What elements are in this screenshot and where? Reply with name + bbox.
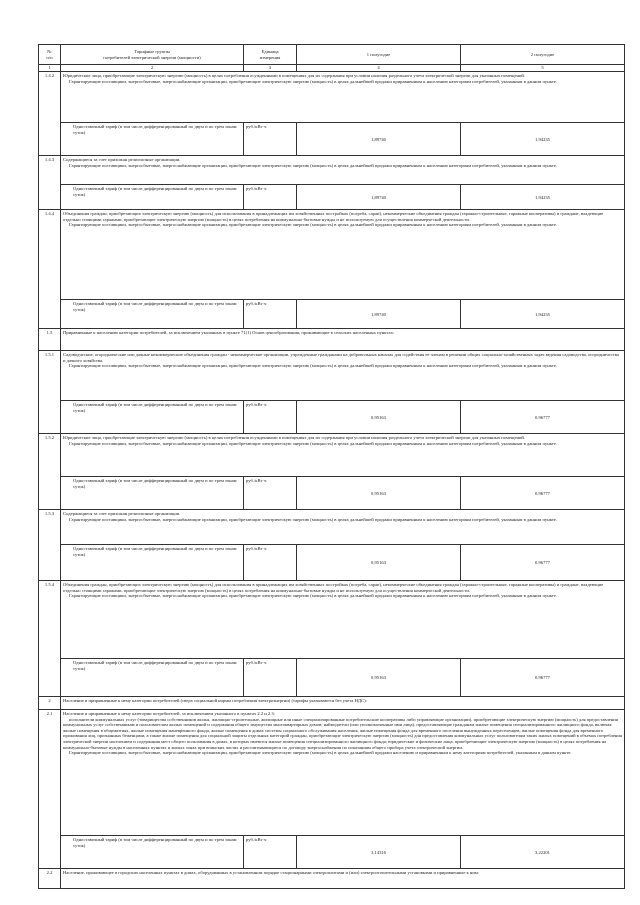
description-paragraph: Гарантирующие поставщики, энергосбытовые, энергоснабжающие организации, приобретающие электрическую энергию (мощность) в целях дальнейшей продажи населению и приравненным к нему категориям потребителей, указанным в данном пункте. [69, 750, 572, 756]
tariff-row [39, 836, 625, 869]
description-paragraph: Гарантирующие поставщики, энергосбытовые, энергоснабжающие организации, приобретающие электрическую энергию (мощность) в целях дальнейшей продажи приравненным к населению категориям потребителей, указанным в данном пункте. [69, 363, 558, 369]
section-number: 1.5.4 [39, 581, 61, 697]
description-paragraph: Содержащиеся за счет прихожан религиозные организации. [63, 157, 181, 162]
tariff-row [39, 477, 625, 510]
section-description [61, 72, 625, 123]
section-description [61, 697, 625, 710]
index-cell: 1 [39, 65, 61, 72]
section-row [39, 710, 625, 836]
tariff-unit: руб./кВт·ч [244, 545, 297, 581]
section-number: 1.5.3 [39, 510, 61, 581]
tariff-unit: руб./кВт·ч [244, 123, 297, 156]
tariff-unit: руб./кВт·ч [244, 401, 297, 434]
description-paragraph: Гарантирующие поставщики, энергосбытовые, энергоснабжающие организации, приобретающие электрическую энергию (мощность) в целях дальнейшей продажи приравненным к населению категориям потребителей, указанным в данном пункте. [69, 162, 558, 168]
section-description [61, 329, 625, 351]
section-number: 1.4.4 [39, 210, 61, 329]
header-unit: Единица измерения [244, 45, 297, 65]
header-half2: 2 полугодие [461, 45, 625, 65]
section-row [39, 156, 625, 185]
tariff-label: Одноставочный тариф (в том числе дифференцированный по двум и по трем зонам суток) [61, 123, 244, 156]
tariff-value-half2: 1,94235 [461, 123, 625, 156]
index-cell: 3 [244, 65, 297, 72]
tariff-value-half2: 1,94235 [461, 185, 625, 210]
tariff-table-body [39, 45, 625, 889]
tariff-label: Одноставочный тариф (в том числе дифференцированный по двум и по трем зонам суток) [61, 836, 244, 869]
description-paragraph: Гарантирующие поставщики, энергосбытовые, энергоснабжающие организации, приобретающие электрическую энергию (мощность) в целях дальнейшей продажи приравненным к населению категориям потребителей, указанным в данном пункте. [69, 78, 558, 84]
header-row [39, 45, 625, 65]
description-paragraph: Гарантирующие поставщики, энергосбытовые, энергоснабжающие организации, приобретающие электрическую энергию (мощность) в целях дальнейшей продажи приравненным к населению категориям потребителей, указанным в данном пункте. [69, 440, 558, 446]
section-description [61, 869, 625, 889]
tariff-value-half1: 0,95163 [297, 477, 461, 510]
section-row [39, 329, 625, 351]
tariff-unit: руб./кВт·ч [244, 300, 297, 329]
tariff-value-half1: 0,95163 [297, 545, 461, 581]
tariff-unit: руб./кВт·ч [244, 659, 297, 697]
section-number: 2 [39, 697, 61, 710]
tariff-table [38, 44, 625, 889]
section-row [39, 434, 625, 477]
tariff-label: Одноставочный тариф (в том числе дифференцированный по двум и по трем зонам суток) [61, 659, 244, 697]
index-cell: 2 [61, 65, 244, 72]
tariff-label: Одноставочный тариф (в том числе дифференцированный по двум и по трем зонам суток) [61, 300, 244, 329]
tariff-label: Одноставочный тариф (в том числе дифференцированный по двум и по трем зонам суток) [61, 545, 244, 581]
tariff-unit: руб./кВт·ч [244, 836, 297, 869]
tariff-row [39, 123, 625, 156]
tariff-value-half2: 0,96777 [461, 477, 625, 510]
section-row [39, 581, 625, 659]
section-description [61, 581, 625, 659]
description-paragraph: Население и приравненные к нему категории потребителей, за исключением указанного в пунктах 2.2 и 2.3: [63, 711, 275, 716]
section-row [39, 351, 625, 401]
tariff-value-half1: 1,89740 [297, 185, 461, 210]
tariff-label: Одноставочный тариф (в том числе дифференцированный по двум и по трем зонам суток) [61, 477, 244, 510]
description-paragraph: Гарантирующие поставщики, энергосбытовые, энергоснабжающие организации, приобретающие электрическую энергию (мощность) в целях дальнейшей продажи приравненным к населению категориям потребителей, указанным в данном пункте. [69, 222, 558, 228]
section-description [61, 510, 625, 545]
index-cell: 4 [297, 65, 461, 72]
tariff-value-half2: 0,96777 [461, 659, 625, 697]
tariff-value-half2: 1,94235 [461, 300, 625, 329]
header-num: № п/п [39, 45, 61, 65]
section-number: 1.5.2 [39, 434, 61, 510]
description-paragraph: Содержащиеся за счет прихожан религиозные организации. [63, 511, 181, 516]
description-paragraph: Садоводческие, огороднические или дачные некоммерческие объединения граждан - некоммерческие организации, учрежденные гражданами на добровольных началах для содействия ее членам в решении общих социально-хозяйственных задач ведения садоводства, огородничества и дачного хозяйства. [63, 352, 619, 363]
description-paragraph: Гарантирующие поставщики, энергосбытовые, энергоснабжающие организации, приобретающие электрическую энергию (мощность) в целях дальнейшей продажи приравненным к населению категориям потребителей, указанным в данном пункте. [69, 516, 558, 522]
section-number: 2.2 [39, 869, 61, 889]
section-description [61, 351, 625, 401]
section-number: 2.1 [39, 710, 61, 869]
description-paragraph: Юридические лица, приобретающие электрическую энергию (мощность) в целях потребления осужденными в помещениях для их содержания при условии наличия раздельного учета электрической энергии для указанных помещений. [63, 435, 526, 440]
description-paragraph: исполнители коммунальных услуг (товарищества собственников жилья, жилищно-строительные, жилищные или иные специализированные потребительские кооперативы либо управляющие организации), приобретающие электрическую энергию (мощность) для предоставления коммунальных услуг собственникам и пользователям жилых помещений и содержания общего имущества многоквартирных домов; наймодатели (или уполномоченные ими лица), предоставляющие гражданам жилые помещения специализированного жилищного фонда, включая жилые помещения в общежитиях, жилые помещения маневренного фонда, жилые помещения в домах системы социального обслуживания населения, жилые помещения фонда для временного поселения вынужденных переселенцев, жилые помещения фонда для временного проживания лиц, признанных беженцами, а также жилые помещения для социальной защиты отдельных категорий граждан, приобретающие электрическую энергию (мощность) для предоставления коммунальных услуг пользователям таких жилых помещений в объемах потребления электрической энергии населением и содержания мест общего пользования в домах, в которых имеются жилые помещения специализированного жилищного фонда; юридические и физические лица, приобретающие электрическую энергию (мощность) в целях потребления на коммунально-бытовые нужды в населенных пунктах и жилых зонах при воинских частях и рассчитывающиеся по договору энергоснабжения по показаниям общего прибора учета электрической энергии. [63, 716, 622, 750]
description-paragraph: Население и приравненные к нему категории потребителей (сверх социальной нормы потребления электроэнергии) (тарифы указываются без учета НДС): [63, 698, 367, 703]
tariff-value-half2: 0,96777 [461, 401, 625, 434]
description-paragraph: Объединения граждан, приобретающих электрическую энергию (мощность) для использования в принадлежащих им хозяйственных постройках (погреба, сараи), некоммерческие объединения граждан (гаражно-строительные, гаражные кооперативы) и граждане, владеющие отдельно стоящими гаражами, приобретающие электрическую энергию (мощность) в целях потребления на коммунально-бытовые нужды и не используемую для осуществления коммерческой деятельности. [63, 211, 604, 222]
tariff-label: Одноставочный тариф (в том числе дифференцированный по двум и по трем зонам суток) [61, 185, 244, 210]
tariff-label: Одноставочный тариф (в том числе дифференцированный по двум и по трем зонам суток) [61, 401, 244, 434]
description-paragraph: Объединения граждан, приобретающих электрическую энергию (мощность) для использования в принадлежащих им хозяйственных постройках (погреба, сараи), некоммерческие объединения граждан (гаражно-строительные, гаражные кооперативы) и граждане, владеющие отдельно стоящими гаражами, приобретающие электрическую энергию (мощность) в целях потребления на коммунально-бытовые нужды и не используемую для осуществления коммерческой деятельности. [63, 582, 604, 593]
description-paragraph: Юридические лица, приобретающие электрическую энергию (мощность) в целях потребления осужденными в помещениях для их содержания при условии наличия раздельного учета электрической энергии для указанных помещений. [63, 73, 526, 78]
section-row [39, 72, 625, 123]
tariff-row [39, 300, 625, 329]
section-row [39, 510, 625, 545]
tariff-unit: руб./кВт·ч [244, 185, 297, 210]
tariff-value-half1: 1,89740 [297, 123, 461, 156]
description-paragraph: Гарантирующие поставщики, энергосбытовые, энергоснабжающие организации, приобретающие электрическую энергию (мощность) в целях дальнейшей продажи приравненным к населению категориям потребителей, указанным в данном пункте. [69, 593, 558, 599]
tariff-row [39, 545, 625, 581]
section-number: 1.5.1 [39, 351, 61, 434]
tariff-value-half1: 0,95163 [297, 401, 461, 434]
section-row [39, 697, 625, 710]
tariff-row [39, 401, 625, 434]
header-half1: 1 полугодие [297, 45, 461, 65]
section-description [61, 434, 625, 477]
tariff-value-half2: 0,96777 [461, 545, 625, 581]
section-number: 1.5 [39, 329, 61, 351]
section-number: 1.4.3 [39, 156, 61, 210]
header-groups: Тарифные группы потребителей электрической энергии (мощности) [61, 45, 244, 65]
section-description [61, 156, 625, 185]
tariff-row [39, 659, 625, 697]
section-description [61, 710, 625, 836]
index-cell: 5 [461, 65, 625, 72]
tariff-unit: руб./кВт·ч [244, 477, 297, 510]
tariff-value-half1: 3,14316 [297, 836, 461, 869]
tariff-value-half1: 0,95163 [297, 659, 461, 697]
description-paragraph: Приравненные к населению категории потребителей, за исключением указанных в пункте 71(1) Основ ценообразования, проживающие в сельских населенных пунктах: [63, 330, 395, 335]
description-paragraph: Население, проживающее в городских населенных пунктах в домах, оборудованных в установленном порядке стационарными электроплитами и (или) электроотопительными установками и приравненные к ним: [63, 870, 480, 875]
tariff-value-half1: 1,89740 [297, 300, 461, 329]
tariff-row [39, 185, 625, 210]
section-row [39, 210, 625, 300]
index-row [39, 65, 625, 72]
tariff-value-half2: 3,22201 [461, 836, 625, 869]
section-number: 1.4.2 [39, 72, 61, 156]
section-row [39, 869, 625, 889]
section-description [61, 210, 625, 300]
